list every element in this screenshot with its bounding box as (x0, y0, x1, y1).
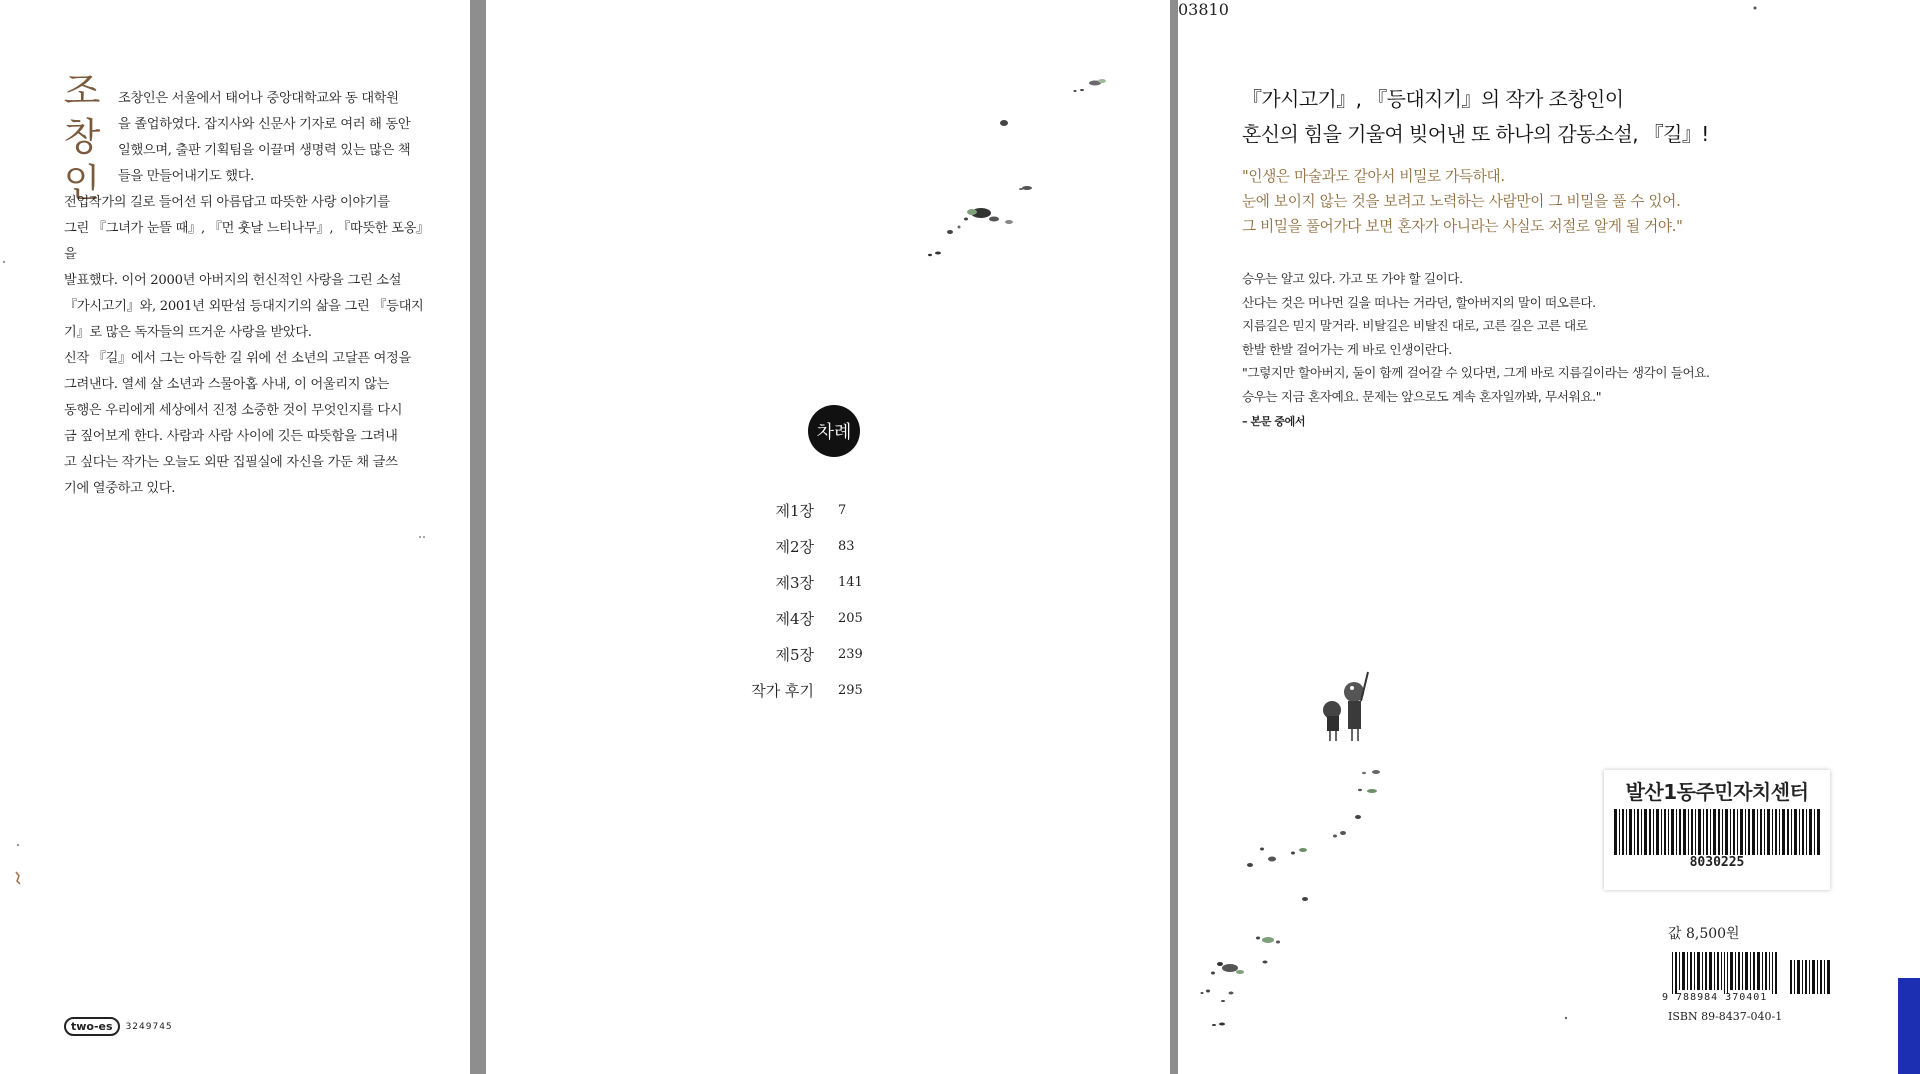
price-label: 값 8,500원 (1668, 926, 1740, 942)
headline-line: 『가시고기』, 『등대지기』의 작가 조창인이 (1242, 87, 1624, 111)
toc-title: 제4장 (775, 609, 814, 628)
toc-title: 작가 후기 (751, 681, 814, 700)
quote-line: 그 비밀을 풀어가다 보면 혼자가 아니라는 사실도 저절로 알게 될 거야." (1242, 218, 1683, 235)
excerpt-line: 승우는 알고 있다. 가고 또 가야 할 길이다. (1242, 271, 1463, 286)
quote-line: "인생은 마술과도 같아서 비밀로 가득하대. (1242, 168, 1505, 185)
bio-line: 전업작가의 길로 들어선 뒤 아름답고 따뜻한 사랑 이야기를 (64, 195, 390, 210)
quote-line: 눈에 보이지 않는 것을 보려고 노력하는 사람만이 그 비밀을 풀 수 있어. (1242, 193, 1681, 210)
bio-line: 을 졸업하였다. 잡지사와 신문사 기자로 여러 해 동안 (118, 117, 411, 132)
table-of-contents (726, 492, 926, 708)
bio-line: 그린 『그녀가 눈뜰 때』, 『먼 훗날 느티나무』, 『따뜻한 포옹』을 (64, 221, 430, 262)
toc-title: 제1장 (775, 501, 814, 520)
excerpt-line: 한발 한발 걸어가는 게 바로 인생이란다. (1242, 341, 1452, 357)
publisher-logo: two-es (64, 1017, 120, 1036)
headline-line: 혼신의 힘을 기울여 빚어낸 또 하나의 감동소설, 『길』! (1242, 122, 1709, 146)
excerpt-line: 승우는 지금 혼자예요. 문제는 앞으로도 계속 혼자일까봐, 무서워요." (1242, 388, 1602, 404)
excerpt-line: 산다는 것은 머나먼 길을 떠나는 거라던, 할아버지의 말이 떠오른다. (1242, 294, 1596, 310)
bio-line: 조창인은 서울에서 태어나 중앙대학교와 동 대학원 (118, 91, 399, 106)
bio-line: 『가시고기』와, 2001년 외딴섬 등대지기의 삶을 그린 『등대지 (64, 299, 424, 314)
bio-line: 들을 만들어내기도 했다. (118, 169, 255, 184)
toc-row[interactable] (726, 636, 926, 672)
toc-page-number: 205 (838, 610, 863, 626)
bio-line: 기에 열중하고 있다. (64, 481, 176, 496)
isbn-addon-number: 03810 (1178, 0, 1229, 19)
isbn-barcode-digits: 9 788984 370401 (1662, 992, 1768, 1003)
toc-title: 제3장 (775, 573, 814, 592)
bio-line: 신작 『길』에서 그는 아득한 길 위에 선 소년의 고달픈 여정을 (64, 351, 411, 366)
bio-line: 발표했다. 이어 2000년 아버지의 헌신적인 사랑을 그린 소설 (64, 273, 402, 288)
excerpt-line: "그렇지만 할아버지, 둘이 함께 걸어갈 수 있다면, 그게 바로 지름길이라는 생각이 들어요. (1242, 365, 1710, 380)
author-name-char: 창 (63, 115, 101, 159)
toc-row[interactable] (726, 600, 926, 636)
library-barcode (1614, 809, 1820, 855)
children-path-illustration (1178, 0, 1920, 1074)
children-figures-icon (1323, 672, 1368, 741)
back-cover-page (1178, 0, 1920, 1074)
author-name-char: 조 (63, 69, 101, 113)
contents-page (486, 0, 1170, 1074)
toc-title: 제5장 (775, 645, 814, 664)
isbn-barcode (1672, 952, 1872, 994)
toc-row[interactable] (726, 492, 926, 528)
bio-line: 동행은 우리에게 세상에서 진정 소중한 것이 무엇인지를 다시 (64, 403, 403, 418)
page-specks-decoration (0, 0, 470, 1074)
bio-line: 그려낸다. 열세 살 소년과 스물아홉 사내, 이 어울리지 않는 (64, 377, 390, 392)
toc-row[interactable] (726, 528, 926, 564)
bio-line: 고 싶다는 작가는 오늘도 외딴 집필실에 자신을 가둔 채 글쓰 (64, 455, 398, 470)
library-barcode-number: 8030225 (1689, 855, 1745, 870)
publisher-code: 3249745 (125, 1021, 173, 1032)
excerpt-line: 지름길은 믿지 말거라. 비탈길은 비탈진 대로, 고른 길은 고른 대로 (1242, 318, 1588, 333)
toc-page-number: 295 (838, 682, 863, 698)
toc-title: 제2장 (775, 537, 814, 556)
toc-page-number: 141 (838, 574, 863, 590)
toc-page-number: 7 (838, 502, 847, 518)
library-barcode-label (1604, 770, 1830, 890)
author-name-char: 인 (63, 161, 101, 205)
bio-line: 기』로 많은 독자들의 뜨거운 사랑을 받았다. (64, 325, 312, 340)
excerpt-source: – 본문 중에서 (1242, 415, 1306, 428)
toc-page-number: 83 (838, 538, 855, 554)
bio-line: 일했으며, 출판 기획팀을 이끌며 생명력 있는 많은 책 (118, 143, 411, 158)
toc-page-number: 239 (838, 646, 863, 662)
contents-badge: 차례 (808, 405, 860, 457)
blue-library-tab (1898, 978, 1920, 1074)
isbn-text: ISBN 89-8437-040-1 (1668, 1010, 1783, 1023)
bio-line: 금 짚어보게 한다. 사람과 사람 사이에 깃든 따뜻함을 그려내 (64, 429, 398, 444)
library-name: 발산1동주민자치센터 (1625, 780, 1809, 804)
toc-row[interactable] (726, 564, 926, 600)
toc-row[interactable] (726, 672, 926, 708)
back-flap-page (0, 0, 470, 1074)
